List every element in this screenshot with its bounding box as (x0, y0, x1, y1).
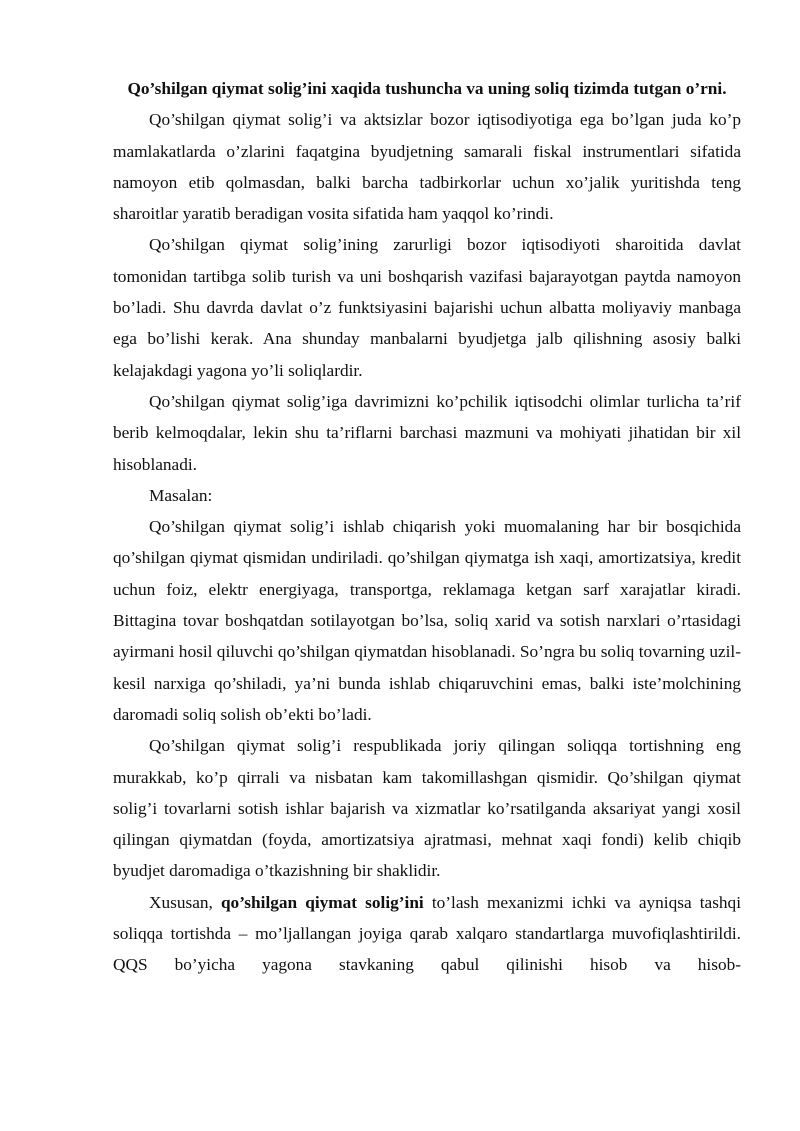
paragraph-3: Qo’shilgan qiymat solig’iga davrimizni ko’pchilik iqtisodchi olimlar turlicha ta’rif berib kelmoqdalar, lekin shu ta’riflarni barchasi mazmuni va mohiyati jihatidan bir xil hisoblanadi. (113, 391, 741, 474)
document-page (113, 73, 741, 981)
paragraph-4: Masalan: (149, 485, 213, 505)
paragraph-5: Qo’shilgan qiymat solig’i ishlab chiqarish yoki muomalaning har bir bosqichida qo’shilgan qiymat qismidan undiriladi. qo’shilgan qiymatga ish xaqi, amortizatsiya, kredit uchun foiz, elektr energiyaga, transportga, reklamaga ketgan sarf xarajatlar kiradi. Bittagina tovar boshqatdan sotilayotgan bo’lsa, soliq xarid va sotish narxlari o’rtasidagi ayirmani hosil qiluvchi qo’shilgan qiymatdan hisoblanadi. So’ngra bu soliq tovarning uzil-kesil narxiga qo’shiladi, ya’ni bunda ishlab chiqaruvchini emas, balki iste’molchining daromadi soliq solish ob’ekti bo’ladi. (113, 517, 741, 724)
paragraph-7-bold: qo’shilgan qiymat solig’ini (220, 892, 424, 912)
paragraph-7-lead: Xususan, (149, 892, 221, 912)
paragraph-6: Qo’shilgan qiymat solig’i respublikada joriy qilingan soliqqa tortishning eng murakkab, ko’p qirrali va nisbatan kam takomillashgan qismidir. Qo’shilgan qiymat solig’i tovarlarni sotish ishlar bajarish va xizmatlar ko’rsatilganda aksariyat yangi xosil qilingan qiymatdan (foyda, amortizatsiya ajratmasi, mehnat xaqi fondi) kelib chiqib byudjet daromadiga o’tkazishning bir shaklidir. (113, 736, 741, 881)
paragraph-7-rest: to’lash mexanizmi ichki va ayniqsa tashqi soliqqa tortishda – mo’ljallangan joyiga qarab xalqaro standartlarga muvofiqlashtirildi. QQS bo’yicha yagona stavkaning qabul qilinishi hisob va hisob- (113, 892, 741, 975)
paragraph-1: Qo’shilgan qiymat solig’i va aktsizlar bozor iqtisodiyotiga ega bo’lgan juda ko’p mamlakatlarda o’zlarini faqatgina byudjetning samarali fiskal instrumentlari sifatida namoyon etib qolmasdan, balki barcha tadbirkorlar uchun xo’jalik yuritishda teng sharoitlar yaratib beradigan vosita sifatida ham yaqqol ko’rindi. (113, 110, 741, 224)
document-title: Qo’shilgan qiymat solig’ini xaqida tushuncha va uning soliq tizimda tutgan o’rni. (127, 79, 727, 98)
paragraph-7 (113, 887, 741, 981)
paragraph-2: Qo’shilgan qiymat solig’ining zarurligi bozor iqtisodiyoti sharoitida davlat tomonidan tartibga solib turish va uni boshqarish vazifasi bajarayotgan paytda namoyon bo’ladi. Shu davrda davlat o’z funktsiyasini bajarishi uchun albatta moliyaviy manbaga ega bo’lishi kerak. Ana shunday manbalarni byudjetga jalb qilishning asosiy balki kelajakdagi yagona yo’li soliqlardir. (113, 235, 741, 380)
